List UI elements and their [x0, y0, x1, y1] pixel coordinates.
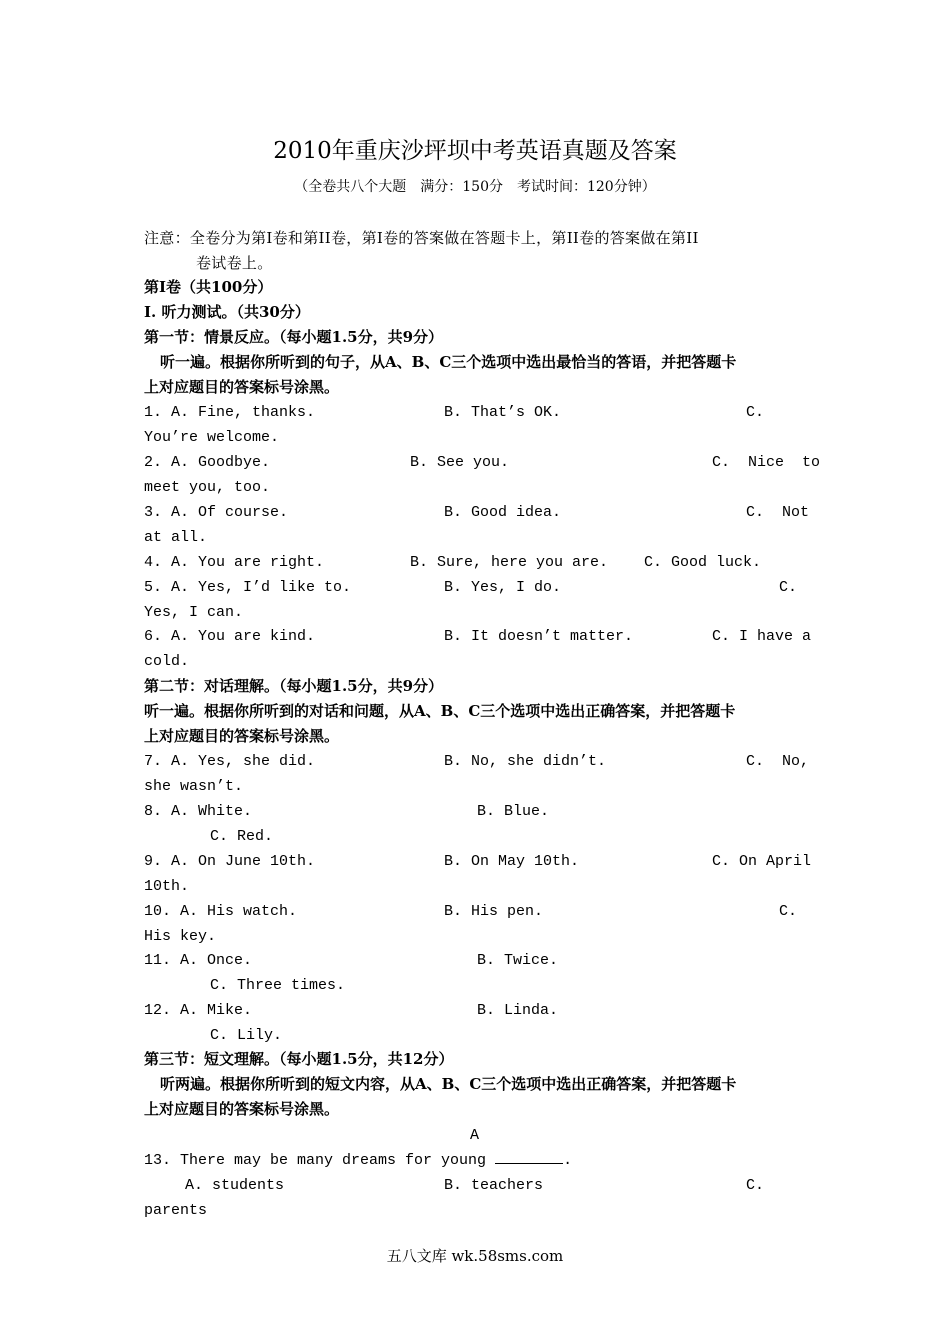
q3-option-b: B. Good idea. [444, 504, 562, 521]
q9-option-b: B. On May 10th. [444, 853, 580, 870]
q5-option-c: C. [779, 579, 798, 596]
part-one-heading: I. 听力测试。（共30分） [144, 303, 310, 321]
q8-option-c: C. Red. [210, 828, 274, 845]
q13-option-a: A. students [185, 1177, 285, 1194]
q10-option-c-text: His key. [144, 928, 217, 945]
answer-blank [495, 1149, 563, 1164]
q7-option-b: B. No, she didn’t. [444, 753, 607, 770]
section-three-instruction-1: 听两遍。根据你所听到的短文内容，从A、B、C三个选项中选出正确答案，并把答题卡 [160, 1075, 737, 1093]
q1-option-a: 1. A. Fine, thanks. [144, 404, 316, 421]
q2-option-a: 2. A. Goodbye. [144, 454, 271, 471]
section-one-instruction-2: 上对应题目的答案标号涂黑。 [144, 378, 340, 396]
q13-stem-text: 13. There may be many dreams for young [144, 1152, 496, 1169]
q4-option-c: C. Good luck. [644, 554, 762, 571]
q1-option-c: C. [746, 404, 765, 421]
exam-info-subtitle: （全卷共八个大题 满分：150分 考试时间：120分钟） [294, 179, 656, 195]
q9-option-c-text: 10th. [144, 878, 190, 895]
section-one-instruction-1: 听一遍。根据你所听到的句子，从A、B、C三个选项中选出最恰当的答语，并把答题卡 [160, 353, 737, 371]
q8-option-a: 8. A. White. [144, 803, 253, 820]
q11-option-a: 11. A. Once. [144, 952, 253, 969]
q9-option-a: 9. A. On June 10th. [144, 853, 316, 870]
q6-option-c-text: cold. [144, 653, 190, 670]
section-two-instruction-2: 上对应题目的答案标号涂黑。 [144, 727, 340, 745]
q5-option-c-text: Yes, I can. [144, 604, 244, 621]
q11-option-b: B. Twice. [477, 952, 559, 969]
volume-one-heading: 第I卷（共100分） [144, 278, 273, 296]
q5-option-a: 5. A. Yes, I’d like to. [144, 579, 352, 596]
q8-option-b: B. Blue. [477, 803, 550, 820]
footer-watermark: 五八文库 wk.58sms.com [386, 1247, 564, 1265]
q2-option-c: C. Nice to [712, 454, 821, 471]
section-two-heading: 第二节：对话理解。（每小题1.5分，共9分） [144, 677, 444, 695]
q3-option-c: C. Not [746, 504, 810, 521]
q6-option-b: B. It doesn’t matter. [444, 628, 634, 645]
q4-option-a: 4. A. You are right. [144, 554, 325, 571]
q13-option-b: B. teachers [444, 1177, 544, 1194]
q3-option-a: 3. A. Of course. [144, 504, 289, 521]
q12-option-a: 12. A. Mike. [144, 1002, 253, 1019]
q9-option-c: C. On April [712, 853, 812, 870]
q13-stem [144, 1148, 572, 1173]
q7-option-c-text: she wasn’t. [144, 778, 244, 795]
q3-option-c-text: at all. [144, 529, 208, 546]
q10-option-c: C. [779, 903, 798, 920]
q10-option-b: B. His pen. [444, 903, 544, 920]
q7-option-c: C. No, [746, 753, 810, 770]
passage-label: A [470, 1127, 480, 1144]
section-three-heading: 第三节：短文理解。（每小题1.5分，共12分） [144, 1050, 454, 1068]
notice-line-2: 卷试卷上。 [196, 254, 273, 272]
section-three-instruction-2: 上对应题目的答案标号涂黑。 [144, 1100, 340, 1118]
q13-stem-end: . [563, 1152, 573, 1169]
q11-option-c: C. Three times. [210, 977, 346, 994]
q2-option-c-text: meet you, too. [144, 479, 271, 496]
q12-option-c: C. Lily. [210, 1027, 283, 1044]
section-one-heading: 第一节：情景反应。（每小题1.5分，共9分） [144, 328, 444, 346]
q13-option-c: C. [746, 1177, 765, 1194]
q1-option-c-text: You’re welcome. [144, 429, 280, 446]
q10-option-a: 10. A. His watch. [144, 903, 298, 920]
q1-option-b: B. That’s OK. [444, 404, 562, 421]
q7-option-a: 7. A. Yes, she did. [144, 753, 316, 770]
q6-option-a: 6. A. You are kind. [144, 628, 316, 645]
page-title: 2010年重庆沙坪坝中考英语真题及答案 [273, 138, 677, 164]
q2-option-b: B. See you. [410, 454, 510, 471]
q6-option-c: C. I have a [712, 628, 812, 645]
q12-option-b: B. Linda. [477, 1002, 559, 1019]
section-two-instruction-1: 听一遍。根据你所听到的对话和问题，从A、B、C三个选项中选出正确答案，并把答题卡 [144, 702, 736, 720]
q13-option-c-text: parents [144, 1202, 208, 1219]
q5-option-b: B. Yes, I do. [444, 579, 562, 596]
notice-line-1: 注意：全卷分为第I卷和第II卷，第I卷的答案做在答题卡上，第II卷的答案做在第II [144, 229, 699, 247]
q4-option-b: B. Sure, here you are. [410, 554, 609, 571]
